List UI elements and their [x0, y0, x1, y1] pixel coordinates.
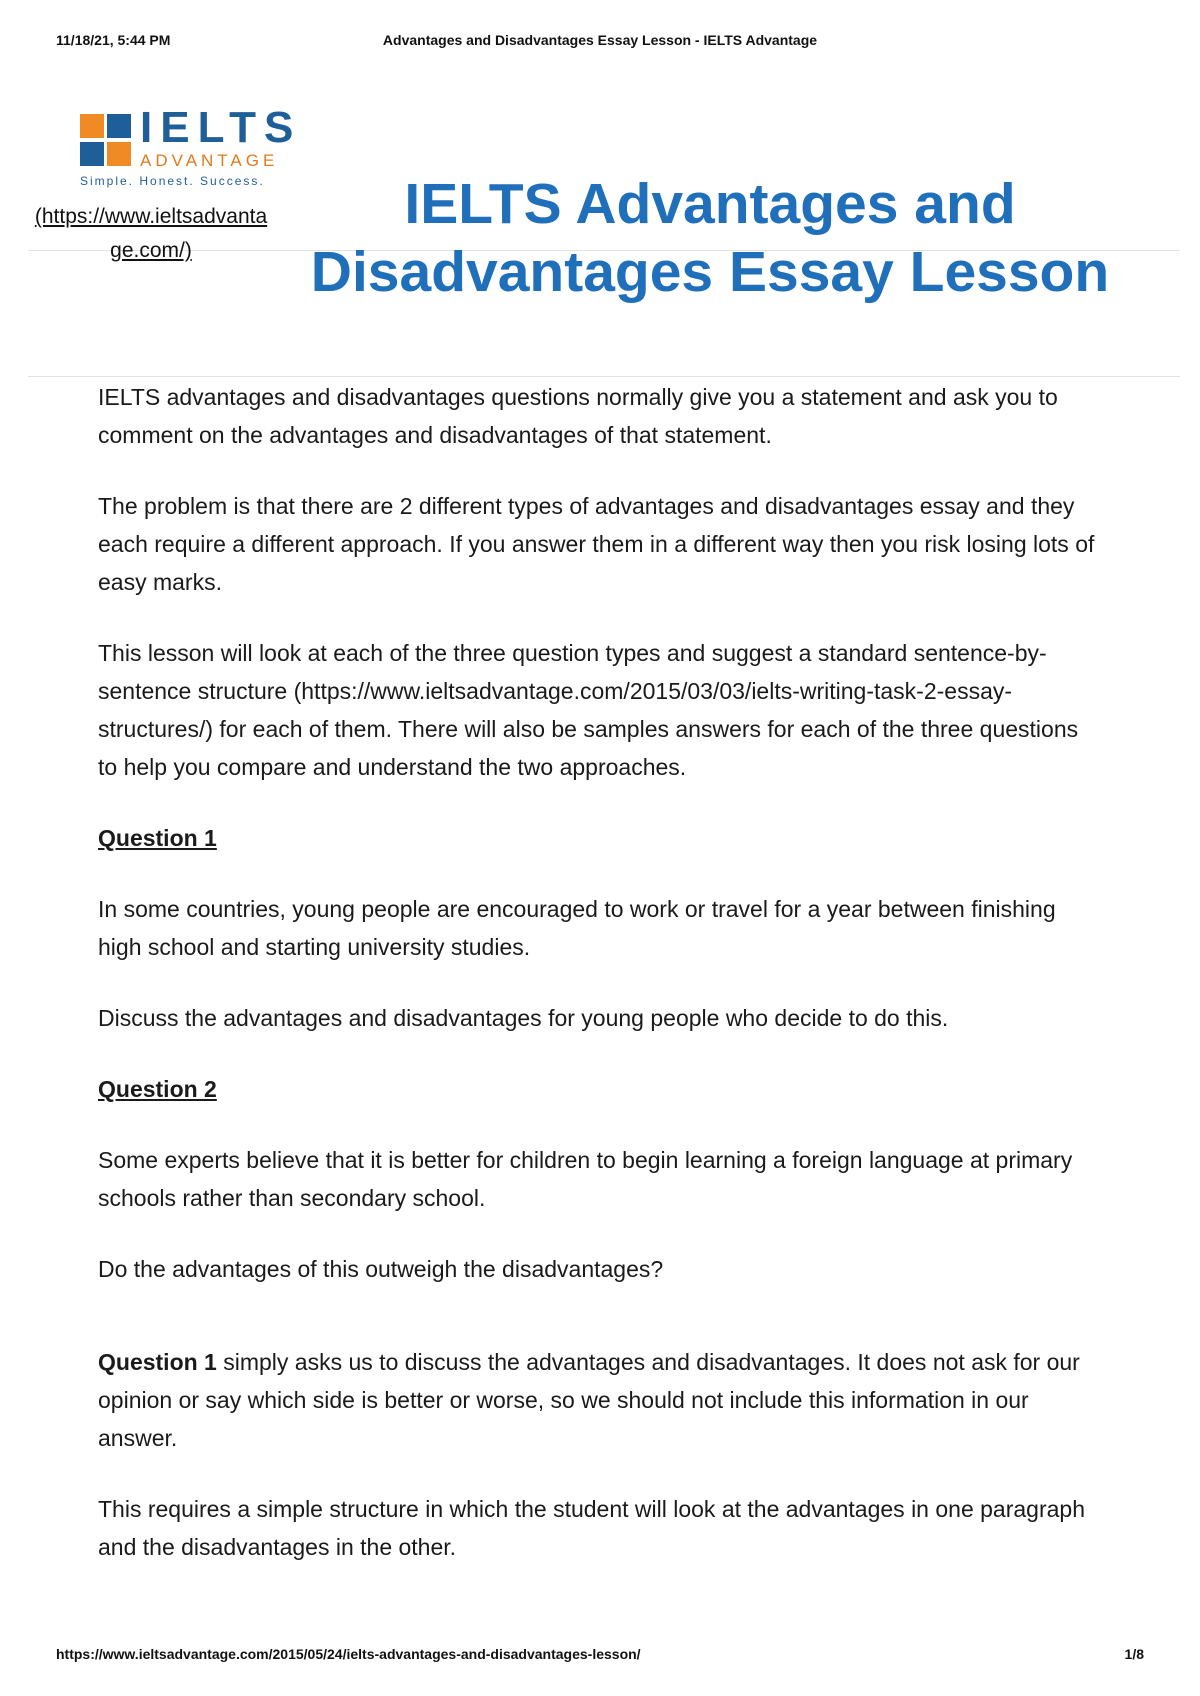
question-1-statement: In some countries, young people are encouraged to work or travel for a year between finishing high school and starting university studies. [98, 896, 1056, 960]
explanation-paragraph [98, 1343, 1103, 1457]
print-footer-url: https://www.ieltsadvantage.com/2015/05/24/ielts-advantages-and-disadvantages-lesson/ [56, 1646, 641, 1662]
explanation-text: simply asks us to discuss the advantages and disadvantages. It does not ask for our opinion or say which side is better or worse, so we should not include this information in our answer. [98, 1349, 1080, 1451]
article-body [98, 378, 1103, 1599]
logo-mark: IELTS [140, 103, 302, 152]
content-divider [28, 376, 1180, 377]
logo-subtitle: ADVANTAGE [140, 151, 279, 170]
lesson-paragraph [98, 634, 1103, 786]
headphones-icon [107, 142, 131, 166]
print-datetime: 11/18/21, 5:44 PM [56, 32, 171, 48]
print-header [56, 32, 1144, 52]
lesson-text-prefix: This lesson will look at each of the three question types and suggest a standard sentence-by-sentence structure [98, 640, 1047, 704]
page-title: IELTS Advantages and Disadvantages Essay Lesson [310, 172, 1110, 304]
essay-structures-link[interactable]: (https://www.ieltsadvantage.com/2015/03/03/ielts-writing-task-2-essay-structures/) [98, 678, 1013, 742]
logo-tagline: Simple. Honest. Success. [80, 174, 265, 188]
lesson-text-suffix: for each of them. There will also be samples answers for each of the three questions to help you compare and understand the two approaches. [98, 716, 1079, 780]
print-footer [56, 1646, 1144, 1666]
print-page-title: Advantages and Disadvantages Essay Lesson - IELTS Advantage [382, 32, 818, 48]
question-2-task: Do the advantages of this outweigh the disadvantages? [98, 1256, 664, 1282]
question-2-statement: Some experts believe that it is better for children to begin learning a foreign language at primary schools rather than secondary school. [98, 1147, 1073, 1211]
problem-paragraph: The problem is that there are 2 different types of advantages and disadvantages essay and they each require a different approach. If you answer them in a different way then you risk losing lots of easy marks. [98, 493, 1095, 595]
intro-paragraph: IELTS advantages and disadvantages questions normally give you a statement and ask you to comment on the advantages and disadvantages of that statement. [98, 384, 1058, 448]
question-2-heading: Question 2 [98, 1076, 217, 1102]
explanation-lead: Question 1 [98, 1349, 217, 1375]
question-1-task: Discuss the advantages and disadvantages for young people who decide to do this. [98, 1005, 949, 1031]
structure-paragraph: This requires a simple structure in which the student will look at the advantages in one paragraph and the disadvantages in the other. [98, 1496, 1085, 1560]
home-link[interactable]: (https://www.ieltsadvantage.com/) [34, 205, 268, 262]
pencil-icon [107, 114, 131, 138]
page-number: 1/8 [1124, 1646, 1144, 1662]
question-1-heading: Question 1 [98, 825, 217, 851]
book-icon [80, 114, 104, 138]
speech-icon [80, 142, 104, 166]
